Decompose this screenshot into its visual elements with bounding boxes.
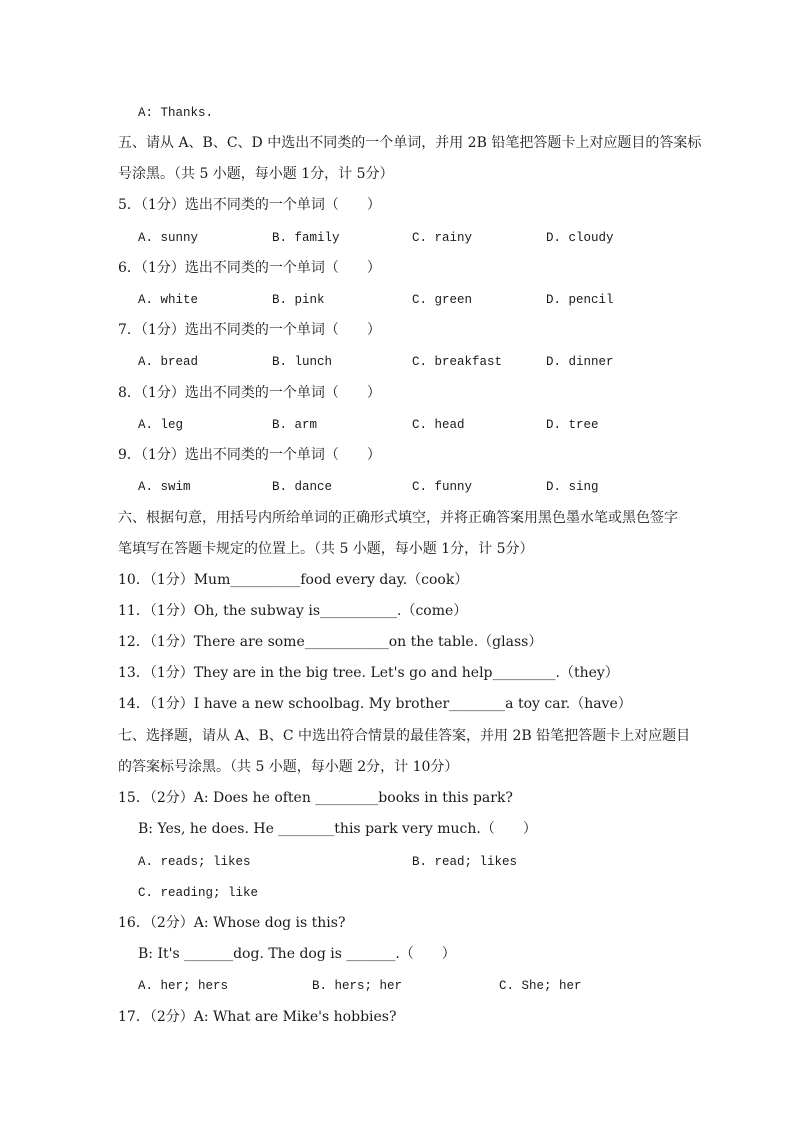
section-5-instruction: 五、请从 A、B、C、D 中选出不同类的一个单词，并用 2B 铅笔把答题卡上对应题目的答案标: [118, 135, 702, 151]
section-7-instruction: 七、选择题，请从 A、B、C 中选出符合情景的最佳答案，并用 2B 铅笔把答题卡上对应题目: [118, 728, 691, 744]
question-6-option-b[interactable]: B. pink: [272, 293, 325, 307]
question-8-stem: 8．（1分）选出不同类的一个单词（ ）: [118, 385, 381, 401]
question-9-option-d[interactable]: D. sing: [546, 480, 599, 494]
question-7-option-d[interactable]: D. dinner: [546, 355, 614, 369]
question-10: 10．（1分）Mum__________food every day.（cook）: [118, 572, 469, 588]
question-5-option-a[interactable]: A. sunny: [138, 231, 199, 245]
question-15-option-c[interactable]: C. reading; like: [138, 886, 259, 900]
question-16-dialogue-b: B: It's _______dog. The dog is _______.（ ）: [138, 946, 456, 962]
question-17-stem: 17．（2分）A: What are Mike's hobbies?: [118, 1009, 397, 1025]
section-6-instruction-cont: 笔填写在答题卡规定的位置上。（共 5 小题，每小题 1分，计 5分）: [118, 541, 534, 557]
question-15-dialogue-b: B: Yes, he does. He ________this park very much.（ ）: [138, 821, 537, 837]
question-8-option-a[interactable]: A. leg: [138, 418, 184, 432]
question-16-option-b[interactable]: B. hers; her: [312, 979, 403, 993]
question-5-option-d[interactable]: D. cloudy: [546, 231, 614, 245]
question-9-option-a[interactable]: A. swim: [138, 480, 191, 494]
question-6-stem: 6．（1分）选出不同类的一个单词（ ）: [118, 260, 381, 276]
question-9-option-b[interactable]: B. dance: [272, 480, 333, 494]
question-6-option-d[interactable]: D. pencil: [546, 293, 614, 307]
question-15-option-a[interactable]: A. reads; likes: [138, 855, 251, 869]
question-6-option-a[interactable]: A. white: [138, 293, 199, 307]
question-9-option-c[interactable]: C. funny: [412, 480, 473, 494]
question-15-stem: 15．（2分）A: Does he often _________books in this park?: [118, 790, 513, 806]
question-16-option-a[interactable]: A. her; hers: [138, 979, 229, 993]
question-14: 14．（1分）I have a new schoolbag. My brother________a toy car.（have）: [118, 696, 632, 712]
section-7-instruction-cont: 的答案标号涂黑。（共 5 小题，每小题 2分，计 10分）: [118, 759, 459, 775]
question-7-option-b[interactable]: B. lunch: [272, 355, 333, 369]
dialogue-line: A: Thanks.: [138, 106, 214, 120]
question-7-stem: 7．（1分）选出不同类的一个单词（ ）: [118, 322, 381, 338]
question-5-stem: 5．（1分）选出不同类的一个单词（ ）: [118, 197, 381, 213]
question-7-option-c[interactable]: C. breakfast: [412, 355, 503, 369]
question-5-option-c[interactable]: C. rainy: [412, 231, 473, 245]
question-8-option-b[interactable]: B. arm: [272, 418, 318, 432]
section-5-instruction-cont: 号涂黑。（共 5 小题，每小题 1分，计 5分）: [118, 166, 394, 182]
question-5-option-b[interactable]: B. family: [272, 231, 340, 245]
question-11: 11．（1分）Oh, the subway is___________.（come）: [118, 603, 468, 619]
question-9-stem: 9．（1分）选出不同类的一个单词（ ）: [118, 447, 381, 463]
question-12: 12．（1分）There are some____________on the table.（glass）: [118, 634, 543, 650]
question-6-option-c[interactable]: C. green: [412, 293, 473, 307]
question-16-stem: 16．（2分）A: Whose dog is this?: [118, 915, 346, 931]
question-13: 13．（1分）They are in the big tree. Let's go and help_________.（they）: [118, 665, 619, 681]
question-15-option-b[interactable]: B. read; likes: [412, 855, 518, 869]
question-16-option-c[interactable]: C. She; her: [499, 979, 582, 993]
question-7-option-a[interactable]: A. bread: [138, 355, 199, 369]
section-6-instruction: 六、根据句意，用括号内所给单词的正确形式填空，并将正确答案用黑色墨水笔或黑色签字: [118, 510, 678, 526]
question-8-option-d[interactable]: D. tree: [546, 418, 599, 432]
question-8-option-c[interactable]: C. head: [412, 418, 465, 432]
